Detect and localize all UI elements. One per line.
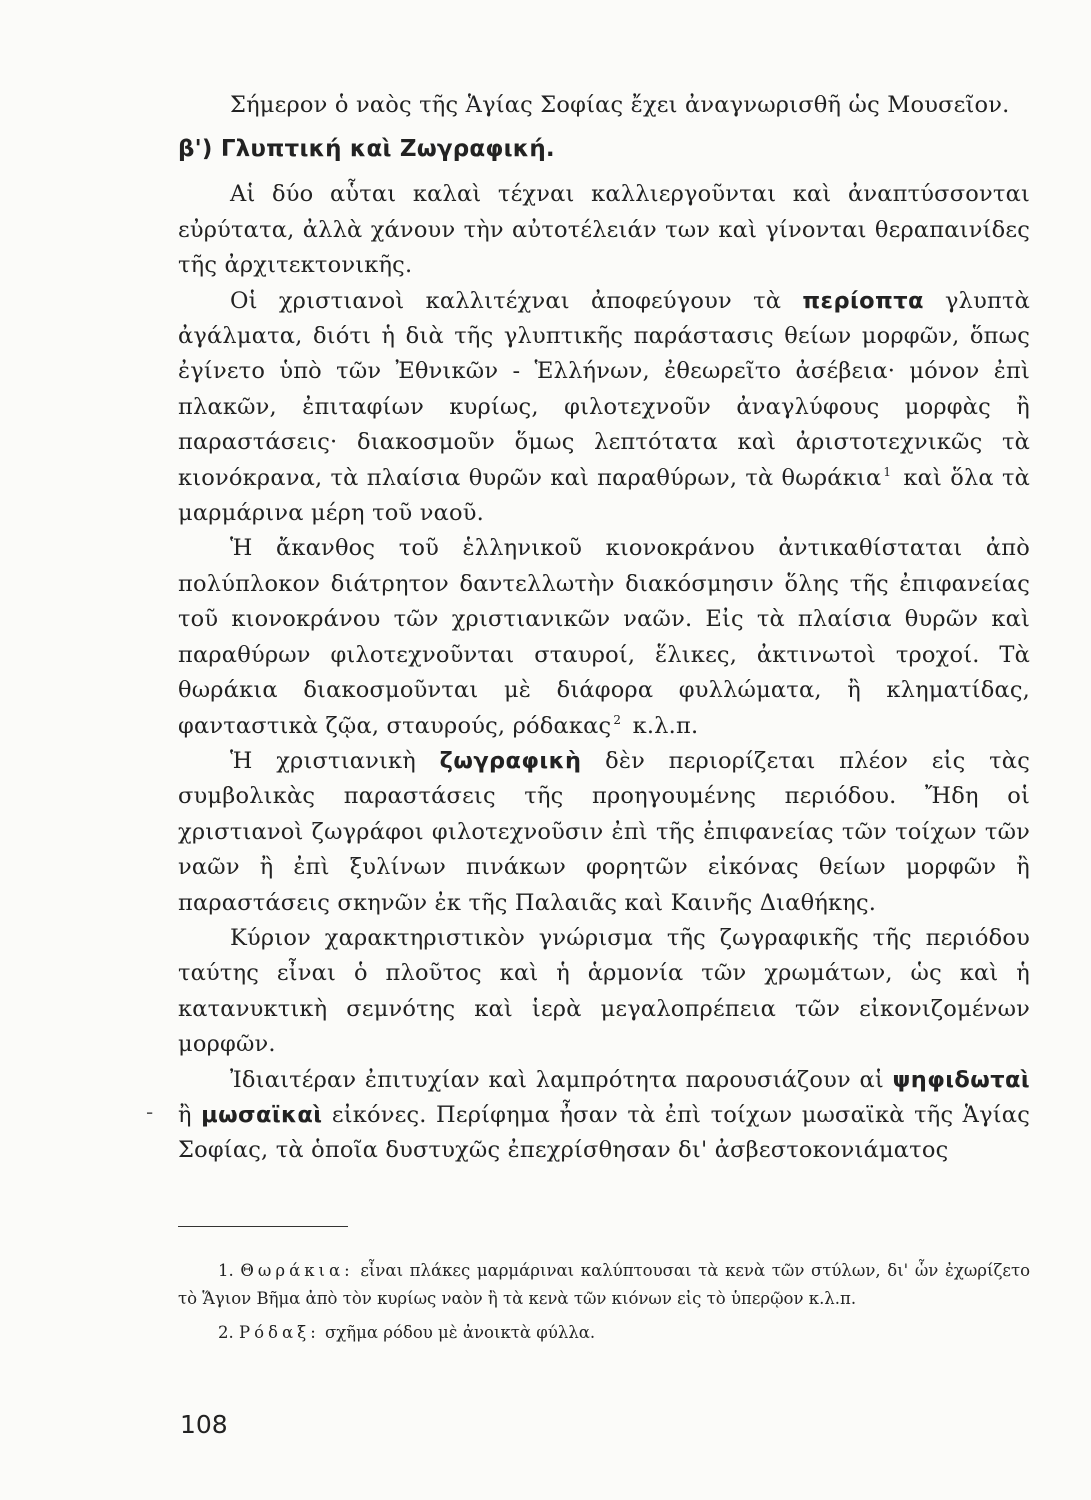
paragraph-text: Ἡ χριστιανικὴ: [230, 747, 416, 774]
footnote-number: 2.: [218, 1323, 234, 1342]
paragraph-painting: [178, 744, 1030, 921]
bold-term-mosaikai: μωσαϊκαὶ: [201, 1101, 323, 1128]
paragraph-characteristics: Κύριον χαρακτηριστικὸν γνώρισμα τῆς ζωγραφικῆς τῆς περιόδου ταύτης εἶναι ὁ πλοῦτος καὶ ἡ ἁρμονία τῶν χρωμάτων, ὡς καὶ ἡ κατανυκτικὴ σεμνότης καὶ ἱερὰ μεγαλοπρέπεια τῶν εἰκονιζομένων μορφῶν.: [178, 924, 1030, 1058]
footnote-2: [178, 1319, 1030, 1347]
footnote-number: 1.: [218, 1261, 234, 1280]
footnote-text: εἶναι πλάκες μαρμάριναι καλύπτουσαι τὰ κενὰ τῶν στύλων, δι' ὧν ἐχωρίζετο τὸ Ἅγιον Βῆμα ἀπὸ τὸν κυρίως ναὸν ἢ τὰ κενὰ τῶν κιόνων εἰς τὸ ὑπερῷον κ.λ.π.: [178, 1261, 1031, 1308]
footnote-ref-2[interactable]: 2: [613, 713, 622, 727]
paragraph-text: Ἰδιαιτέραν ἐπιτυχίαν καὶ λαμπρότητα παρουσιάζουν αἱ: [230, 1066, 884, 1093]
paragraph-text: δὲν περιορίζεται πλέον εἰς τὰς συμβολικὰς παραστάσεις τῆς προηγουμένης περιόδου. Ἤδη οἱ χριστιανοὶ ζωγράφοι φιλοτεχνοῦσιν ἐπὶ τῆς ἐπιφανείας τῶν τοίχων τῶν ναῶν ἢ ἐπὶ ξυλίνων πινάκων φορητῶν εἰκόνας θείων μορφῶν ἢ παραστάσεις σκηνῶν ἐκ τῆς Παλαιᾶς καὶ Καινῆς Διαθήκης.: [178, 747, 1031, 916]
paragraph-text: γλυπτὰ ἀγάλματα, διότι ἡ διὰ τῆς γλυπτικῆς παράστασις θείων μορφῶν, ὅπως ἐγίνετο ὑπὸ τῶν Ἐθνικῶν - Ἑλλήνων, ἐθεωρεῖτο ἀσέβεια· μόνον ἐπὶ πλακῶν, ἐπιταφίων κυρίως, φιλοτεχνοῦν ἀναγλύφους μορφὰς ἢ παραστάσεις· διακοσμοῦν ὅμως λεπτότατα καὶ ἀριστοτεχνικῶς τὰ κιονόκρανα, τὰ πλαίσια θυρῶν καὶ παραθύρων, τὰ θωράκια: [178, 287, 1031, 491]
paragraph-text: Οἱ χριστιανοὶ καλλιτέχναι ἀποφεύγουν τὰ: [230, 287, 782, 314]
footnote-term: Θωράκια:: [240, 1261, 354, 1280]
paragraph-text: ἢ: [178, 1101, 192, 1128]
margin-mark: -: [146, 1100, 154, 1124]
paragraph-sculpture: [178, 284, 1030, 532]
footnote-1: [178, 1257, 1030, 1313]
page-number: 108: [180, 1410, 228, 1439]
paragraph-acanthus: [178, 531, 1030, 743]
footnote-ref-1[interactable]: 1: [883, 465, 892, 480]
paragraph-arts-intro: Αἱ δύο αὗται καλαὶ τέχναι καλλιεργοῦνται καὶ ἀναπτύσσονται εὐρύτατα, ἀλλὰ χάνουν τὴν αὐτοτέλειάν των καὶ γίνονται θεραπαινίδες τῆς ἀρχιτεκτονικῆς.: [178, 181, 1030, 279]
paragraph-text: εἰκόνες. Περίφημα ἦσαν τὰ ἐπὶ τοίχων μωσαϊκὰ τῆς Ἁγίας Σοφίας, τὰ ὁποῖα δυστυχῶς ἐπεχρίσθησαν δι' ἀσβεστοκονιάματος: [178, 1101, 1030, 1164]
paragraph-museum: Σήμερον ὁ ναὸς τῆς Ἁγίας Σοφίας ἔχει ἀναγνωρισθῆ ὡς Μουσεῖον.: [230, 92, 1010, 118]
footnote-term: Ρόδαξ:: [239, 1323, 320, 1342]
main-text: [178, 88, 1030, 1169]
bold-term-psifidotai: ψηφιδωταὶ: [892, 1066, 1030, 1093]
paragraph-mosaics: [178, 1063, 1030, 1169]
section-heading: β') Γλυπτική καὶ Ζωγραφική.: [178, 136, 555, 163]
paragraph-text: Ἡ ἄκανθος τοῦ ἑλληνικοῦ κιονοκράνου ἀντικαθίσταται ἀπὸ πολύπλοκον διάτρητον δαντελλωτὴν διακόσμησιν ὅλης τῆς ἐπιφανείας τοῦ κιονοκράνου τῶν χριστιανικῶν ναῶν. Εἰς τὰ πλαίσια θυρῶν καὶ παραθύρων φιλοτεχνοῦνται σταυροί, ἕλικες, ἀκτινωτοὶ τροχοί. Τὰ θωράκια διακοσμοῦνται μὲ διάφορα φυλλώματα, ἢ κληματίδας, φανταστικὰ ζῷα, σταυρούς, ρόδακας: [178, 535, 1030, 739]
paragraph-text: κ.λ.π.: [632, 712, 699, 739]
bold-term-zografiki: ζωγραφικὴ: [439, 747, 582, 774]
bold-term-periopta: περίοπτα: [802, 287, 924, 314]
footnotes: [178, 1257, 1030, 1353]
paragraph-text: καὶ ὅλα τὰ μαρμάρινα μέρη τοῦ ναοῦ.: [178, 464, 1030, 527]
footnote-text: σχῆμα ρόδου μὲ ἀνοικτὰ φύλλα.: [325, 1323, 596, 1342]
footnote-divider: [178, 1226, 348, 1227]
